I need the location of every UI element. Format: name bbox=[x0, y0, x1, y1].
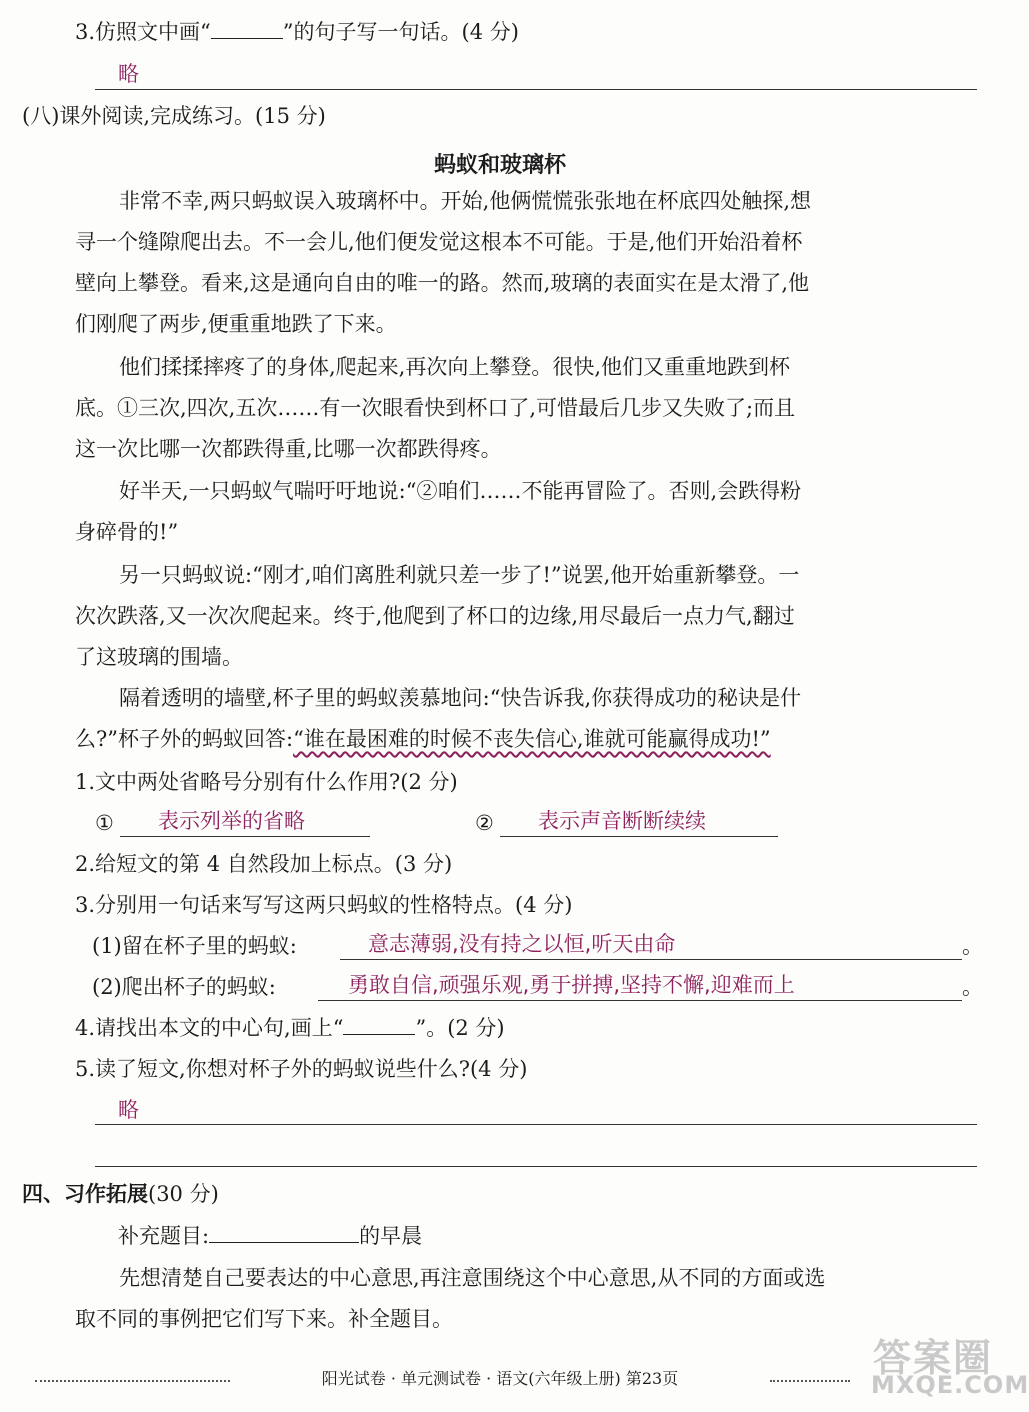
q3-sub2-line bbox=[318, 1000, 962, 1001]
passage-line: 身碎骨的!” bbox=[75, 520, 179, 544]
q3-sub2-label: (2)爬出杯子的蚂蚁: bbox=[92, 975, 276, 999]
question-3: 3.分别用一句话来写写这两只蚂蚁的性格特点。(4 分) bbox=[75, 893, 573, 917]
question-5: 5.读了短文,你想对杯子外的蚂蚁说些什么?(4 分) bbox=[75, 1057, 528, 1081]
q1-answer-line-2 bbox=[500, 836, 778, 837]
q3-sub1-line bbox=[340, 959, 962, 960]
passage-line: 好半天,一只蚂蚁气喘吁吁地说:“②咱们……不能再冒险了。否则,会跌得粉 bbox=[119, 479, 802, 503]
q3-sub2-end: 。 bbox=[962, 975, 983, 999]
q3-sub1-label: (1)留在杯子里的蚂蚁: bbox=[92, 934, 297, 958]
q3-sub2-answer: 勇敢自信,顽强乐观,勇于拼搏,坚持不懈,迎难而上 bbox=[348, 973, 795, 997]
q3-sub1-end: 。 bbox=[962, 934, 983, 958]
question-1: 1.文中两处省略号分别有什么作用?(2 分) bbox=[75, 770, 458, 794]
passage-text: 么?”杯子外的蚂蚁回答: bbox=[75, 727, 294, 751]
watermark-logo bbox=[855, 1325, 1029, 1405]
passage-line: 壁向上攀登。看来,这是通向自由的唯一的路。然而,玻璃的表面实在是太滑了,他 bbox=[75, 271, 810, 295]
central-sentence: “谁在最困难的时候不丧失信心,谁就可能赢得成功!” bbox=[293, 727, 771, 751]
passage-line: 隔着透明的墙壁,杯子里的蚂蚁羡慕地问:“快告诉我,你获得成功的秘诀是什 bbox=[119, 686, 802, 710]
passage-line-last bbox=[75, 727, 771, 751]
title-blank bbox=[209, 1242, 359, 1243]
q5-answer: 略 bbox=[118, 1098, 139, 1122]
instruction-line: 先想清楚自己要表达的中心意思,再注意围绕这个中心意思,从不同的方面或选 bbox=[119, 1266, 826, 1290]
answer-line bbox=[95, 1124, 977, 1125]
q3-top-suffix: ”的句子写一句话。(4 分) bbox=[282, 20, 519, 44]
q3-top-prefix: 3.仿照文中画“ bbox=[75, 20, 211, 44]
passage-line: 他们揉揉摔疼了的身体,爬起来,再次向上攀登。很快,他们又重重地跌到杯 bbox=[119, 355, 791, 379]
passage-title: 蚂蚁和玻璃杯 bbox=[433, 152, 566, 178]
section8-heading: (八)课外阅读,完成练习。(15 分) bbox=[22, 104, 326, 128]
passage-line: 另一只蚂蚁说:“刚才,咱们离胜利就只差一步了!”说罢,他开始重新攀登。一 bbox=[119, 563, 800, 587]
question-2: 2.给短文的第 4 自然段加上标点。(3 分) bbox=[75, 852, 453, 876]
passage-line: 次次跌落,又一次次爬起来。终于,他爬到了杯口的边缘,用尽最后一点力气,翻过 bbox=[75, 604, 795, 628]
writing-fill-line bbox=[118, 1224, 422, 1248]
q3-top-line bbox=[75, 20, 519, 44]
page-footer: 阳光试卷 · 单元测试卷 · 语文(六年级上册) 第23页 bbox=[321, 1369, 679, 1388]
q1-answer-line-1 bbox=[120, 836, 370, 837]
fill-suffix: 的早晨 bbox=[359, 1224, 423, 1248]
q4-blank bbox=[343, 1034, 415, 1035]
q1-marker-1: ① bbox=[95, 811, 114, 835]
fill-prefix: 补充题目: bbox=[118, 1224, 210, 1248]
q4-suffix: ”。(2 分) bbox=[415, 1016, 505, 1040]
answer-line bbox=[95, 89, 977, 90]
answer-line bbox=[95, 1166, 977, 1167]
passage-line: 们刚爬了两步,便重重地跌了下来。 bbox=[75, 312, 397, 336]
q1-answer-2: 表示声音断断续续 bbox=[538, 809, 706, 833]
q3-top-blank bbox=[211, 38, 283, 39]
question-4 bbox=[75, 1016, 505, 1040]
q1-marker-2: ② bbox=[475, 811, 494, 835]
passage-line: 这一次比哪一次都跌得重,比哪一次都跌得疼。 bbox=[75, 437, 502, 461]
instruction-line: 取不同的事例把它们写下来。补全题目。 bbox=[75, 1307, 453, 1331]
passage-line: 底。①三次,四次,五次……有一次眼看快到杯口了,可惜最后几步又失败了;而且 bbox=[75, 396, 796, 420]
watermark-url: MXQE.COM bbox=[871, 1371, 1029, 1399]
passage-line: 了这玻璃的围墙。 bbox=[75, 645, 243, 669]
q3-sub1-answer: 意志薄弱,没有持之以恒,听天由命 bbox=[368, 932, 676, 956]
section4-heading bbox=[22, 1182, 219, 1206]
passage-line: 非常不幸,两只蚂蚁误入玻璃杯中。开始,他俩慌慌张张地在杯底四处触探,想 bbox=[119, 189, 812, 213]
q3-top-answer: 略 bbox=[118, 62, 139, 86]
section4-heading-bold: 四、习作拓展 bbox=[22, 1181, 148, 1206]
section4-heading-points: (30 分) bbox=[148, 1182, 219, 1206]
q1-answer-1: 表示列举的省略 bbox=[158, 809, 305, 833]
watermark-text: 答案圈 bbox=[873, 1336, 994, 1380]
q4-prefix: 4.请找出本文的中心句,画上“ bbox=[75, 1016, 344, 1040]
passage-line: 寻一个缝隙爬出去。不一会儿,他们便发觉这根本不可能。于是,他们开始沿着杯 bbox=[75, 230, 803, 254]
